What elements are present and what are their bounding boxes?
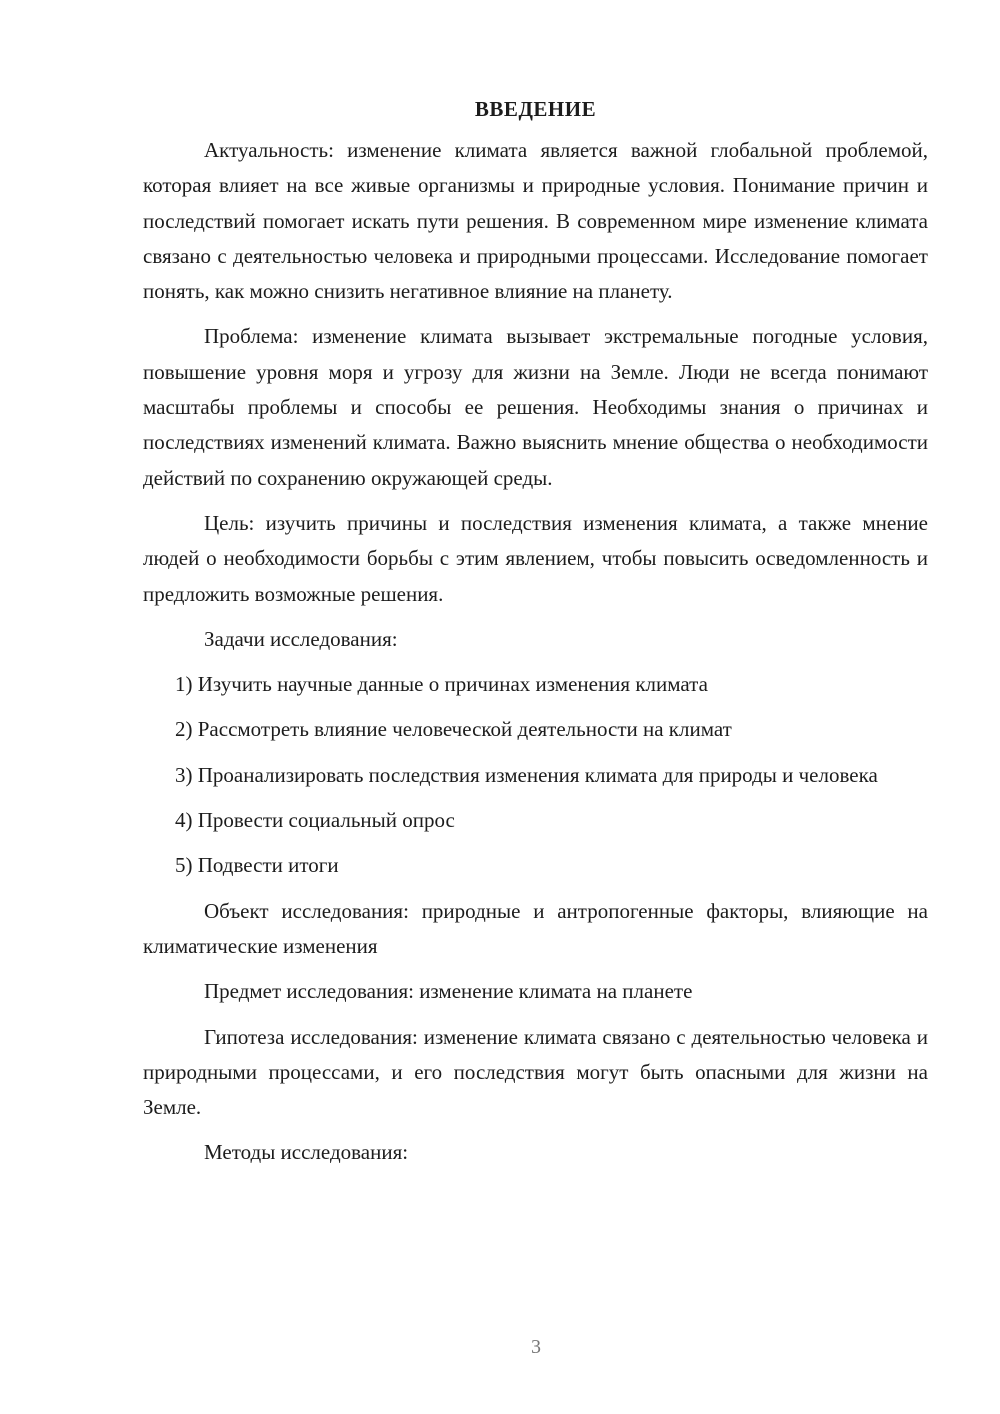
page-number: 3 <box>531 1336 541 1358</box>
problem-paragraph: Проблема: изменение климата вызывает экстремальные погодные условия, повышение уровня моря и угрозу для жизни на Земле. Люди не всегда понимают масштабы проблемы и способы ее решения. Необходимы знания о причинах и последствиях изменений климата. Важно выяснить мнение общества о необходимости действий по сохранению окружающей среды. <box>143 324 928 490</box>
object-paragraph: Объект исследования: природные и антропогенные факторы, влияющие на климатические изменения <box>143 898 928 958</box>
task-item: 4) Провести социальный опрос <box>175 808 455 833</box>
hypothesis-paragraph: Гипотеза исследования: изменение климата связано с деятельностью человека и природными процессами, и его последствия могут быть опасными для жизни на Земле. <box>143 1024 928 1120</box>
page-title: ВВЕДЕНИЕ <box>474 97 597 121</box>
tasks-heading: Задачи исследования: <box>204 626 398 651</box>
task-item: 3) Проанализировать последствия изменения климата для природы и человека <box>175 762 878 787</box>
relevance-paragraph: Актуальность: изменение климата является важной глобальной проблемой, которая влияет на все живые организмы и природные условия. Понимание причин и последствий помогает искать пути решения. В современном мире изменение климата связано с деятельностью человека и природными процессами. Исследование помогает понять, как можно снизить негативное влияние на планету. <box>143 138 928 304</box>
methods-heading: Методы исследования: <box>204 1140 409 1165</box>
task-item: 1) Изучить научные данные о причинах изменения климата <box>175 672 708 697</box>
goal-paragraph: Цель: изучить причины и последствия изменения климата, а также мнение людей о необходимости борьбы с этим явлением, чтобы повысить осведомленность и предложить возможные решения. <box>143 510 928 606</box>
document-page <box>143 92 928 1181</box>
task-item: 5) Подвести итоги <box>175 853 339 878</box>
task-item: 2) Рассмотреть влияние человеческой деятельности на климат <box>175 717 732 742</box>
subject-paragraph: Предмет исследования: изменение климата на планете <box>204 979 693 1004</box>
